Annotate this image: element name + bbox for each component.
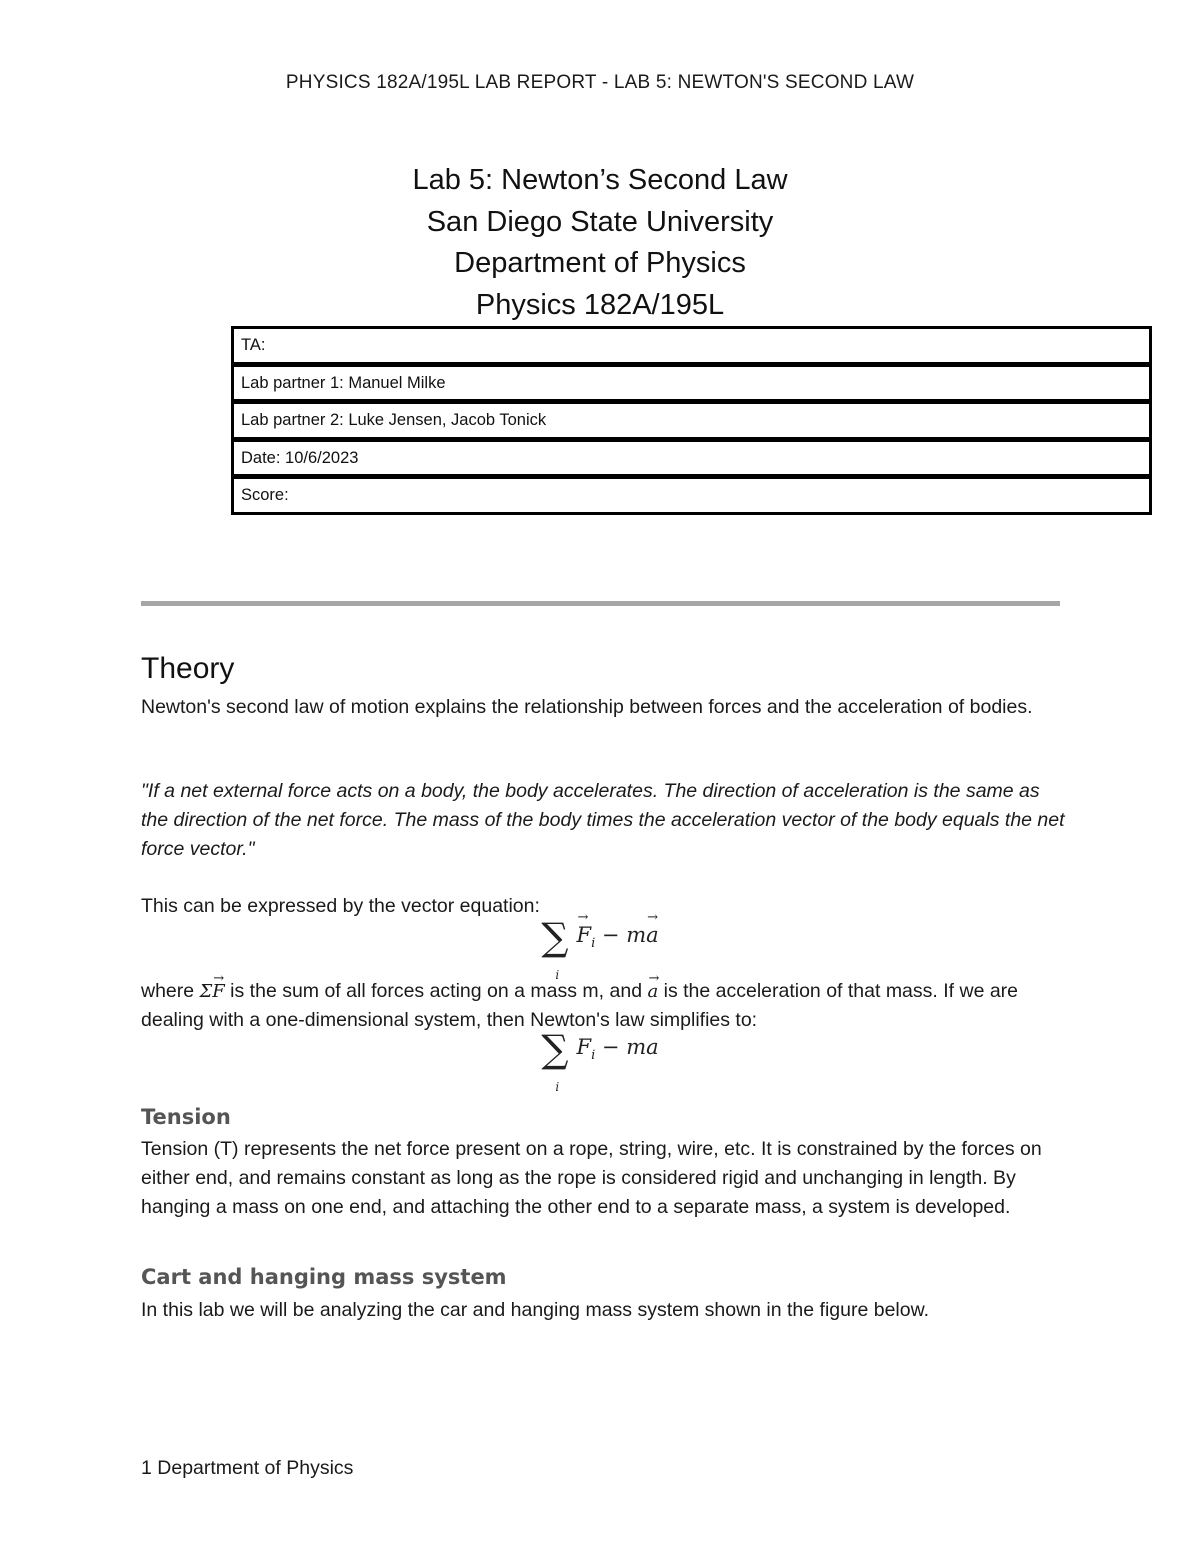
sigma-symbol-2: ∑ i (541, 1027, 569, 1094)
equation-vector (0, 915, 1200, 982)
tension-body: Tension (T) represents the net force present on a rope, string, wire, etc. It is constrained by the forces on either end, and remains constant as long as the rope is considered rigid and unchanging in length. By hanging a mass on one end, and attaching the other end to a separate mass, a system is developed. (141, 1138, 1042, 1218)
info-row-date: Date: 10/6/2023 (231, 439, 1152, 478)
equation-scalar-body: $F_i$ − ma (576, 1034, 659, 1064)
cart-body: In this lab we will be analyzing the car and hanging mass system shown in the figure below. (141, 1299, 930, 1321)
title-block (0, 160, 1200, 326)
equation-scalar (0, 1027, 1200, 1094)
tension-heading: Tension (141, 1105, 231, 1129)
where-paragraph: where Σ→ F is the sum of all forces acting on a mass m, and → a is the acceleration of that mass. If we are dealing with a one-dimensional system, then Newton's law simplifies to: (141, 977, 1066, 1035)
cart-heading: Cart and hanging mass system (141, 1265, 507, 1289)
title-line-department: Department of Physics (454, 247, 746, 279)
section-divider (141, 601, 1060, 606)
info-row-partner2: Lab partner 2: Luke Jensen, Jacob Tonick (231, 401, 1152, 440)
page-footer: 1 Department of Physics (141, 1457, 354, 1479)
title-line-university: San Diego State University (426, 205, 774, 238)
title-line-course: Physics 182A/195L (475, 288, 725, 321)
theory-heading: Theory (141, 652, 235, 685)
title-line-lab: Lab 5: Newton’s Second Law (412, 164, 788, 196)
running-header: PHYSICS 182A/195L LAB REPORT - LAB 5: NEWTON'S SECOND LAW (285, 72, 915, 93)
sum-f-symbol: Σ→ F (200, 981, 225, 1002)
accel-symbol: → a (647, 981, 658, 1002)
vector-intro: This can be expressed by the vector equation: (141, 895, 540, 917)
theory-intro: Newton's second law of motion explains the relationship between forces and the acceleration of bodies. (141, 696, 1033, 718)
sigma-symbol: ∑ i (541, 915, 569, 982)
equation-vector-body: → $F_i - m\to a$ (576, 923, 658, 951)
info-row-partner1: Lab partner 1: Manuel Milke (231, 364, 1152, 403)
info-row-ta: TA: (231, 326, 1152, 365)
theory-quote: "If a net external force acts on a body, the body accelerates. The direction of acceleration is the same as the direction of the net force. The mass of the body times the acceleration vector of the body equals the net force vector." (141, 780, 1065, 860)
info-row-score: Score: (231, 476, 1152, 515)
info-table (231, 326, 1152, 515)
